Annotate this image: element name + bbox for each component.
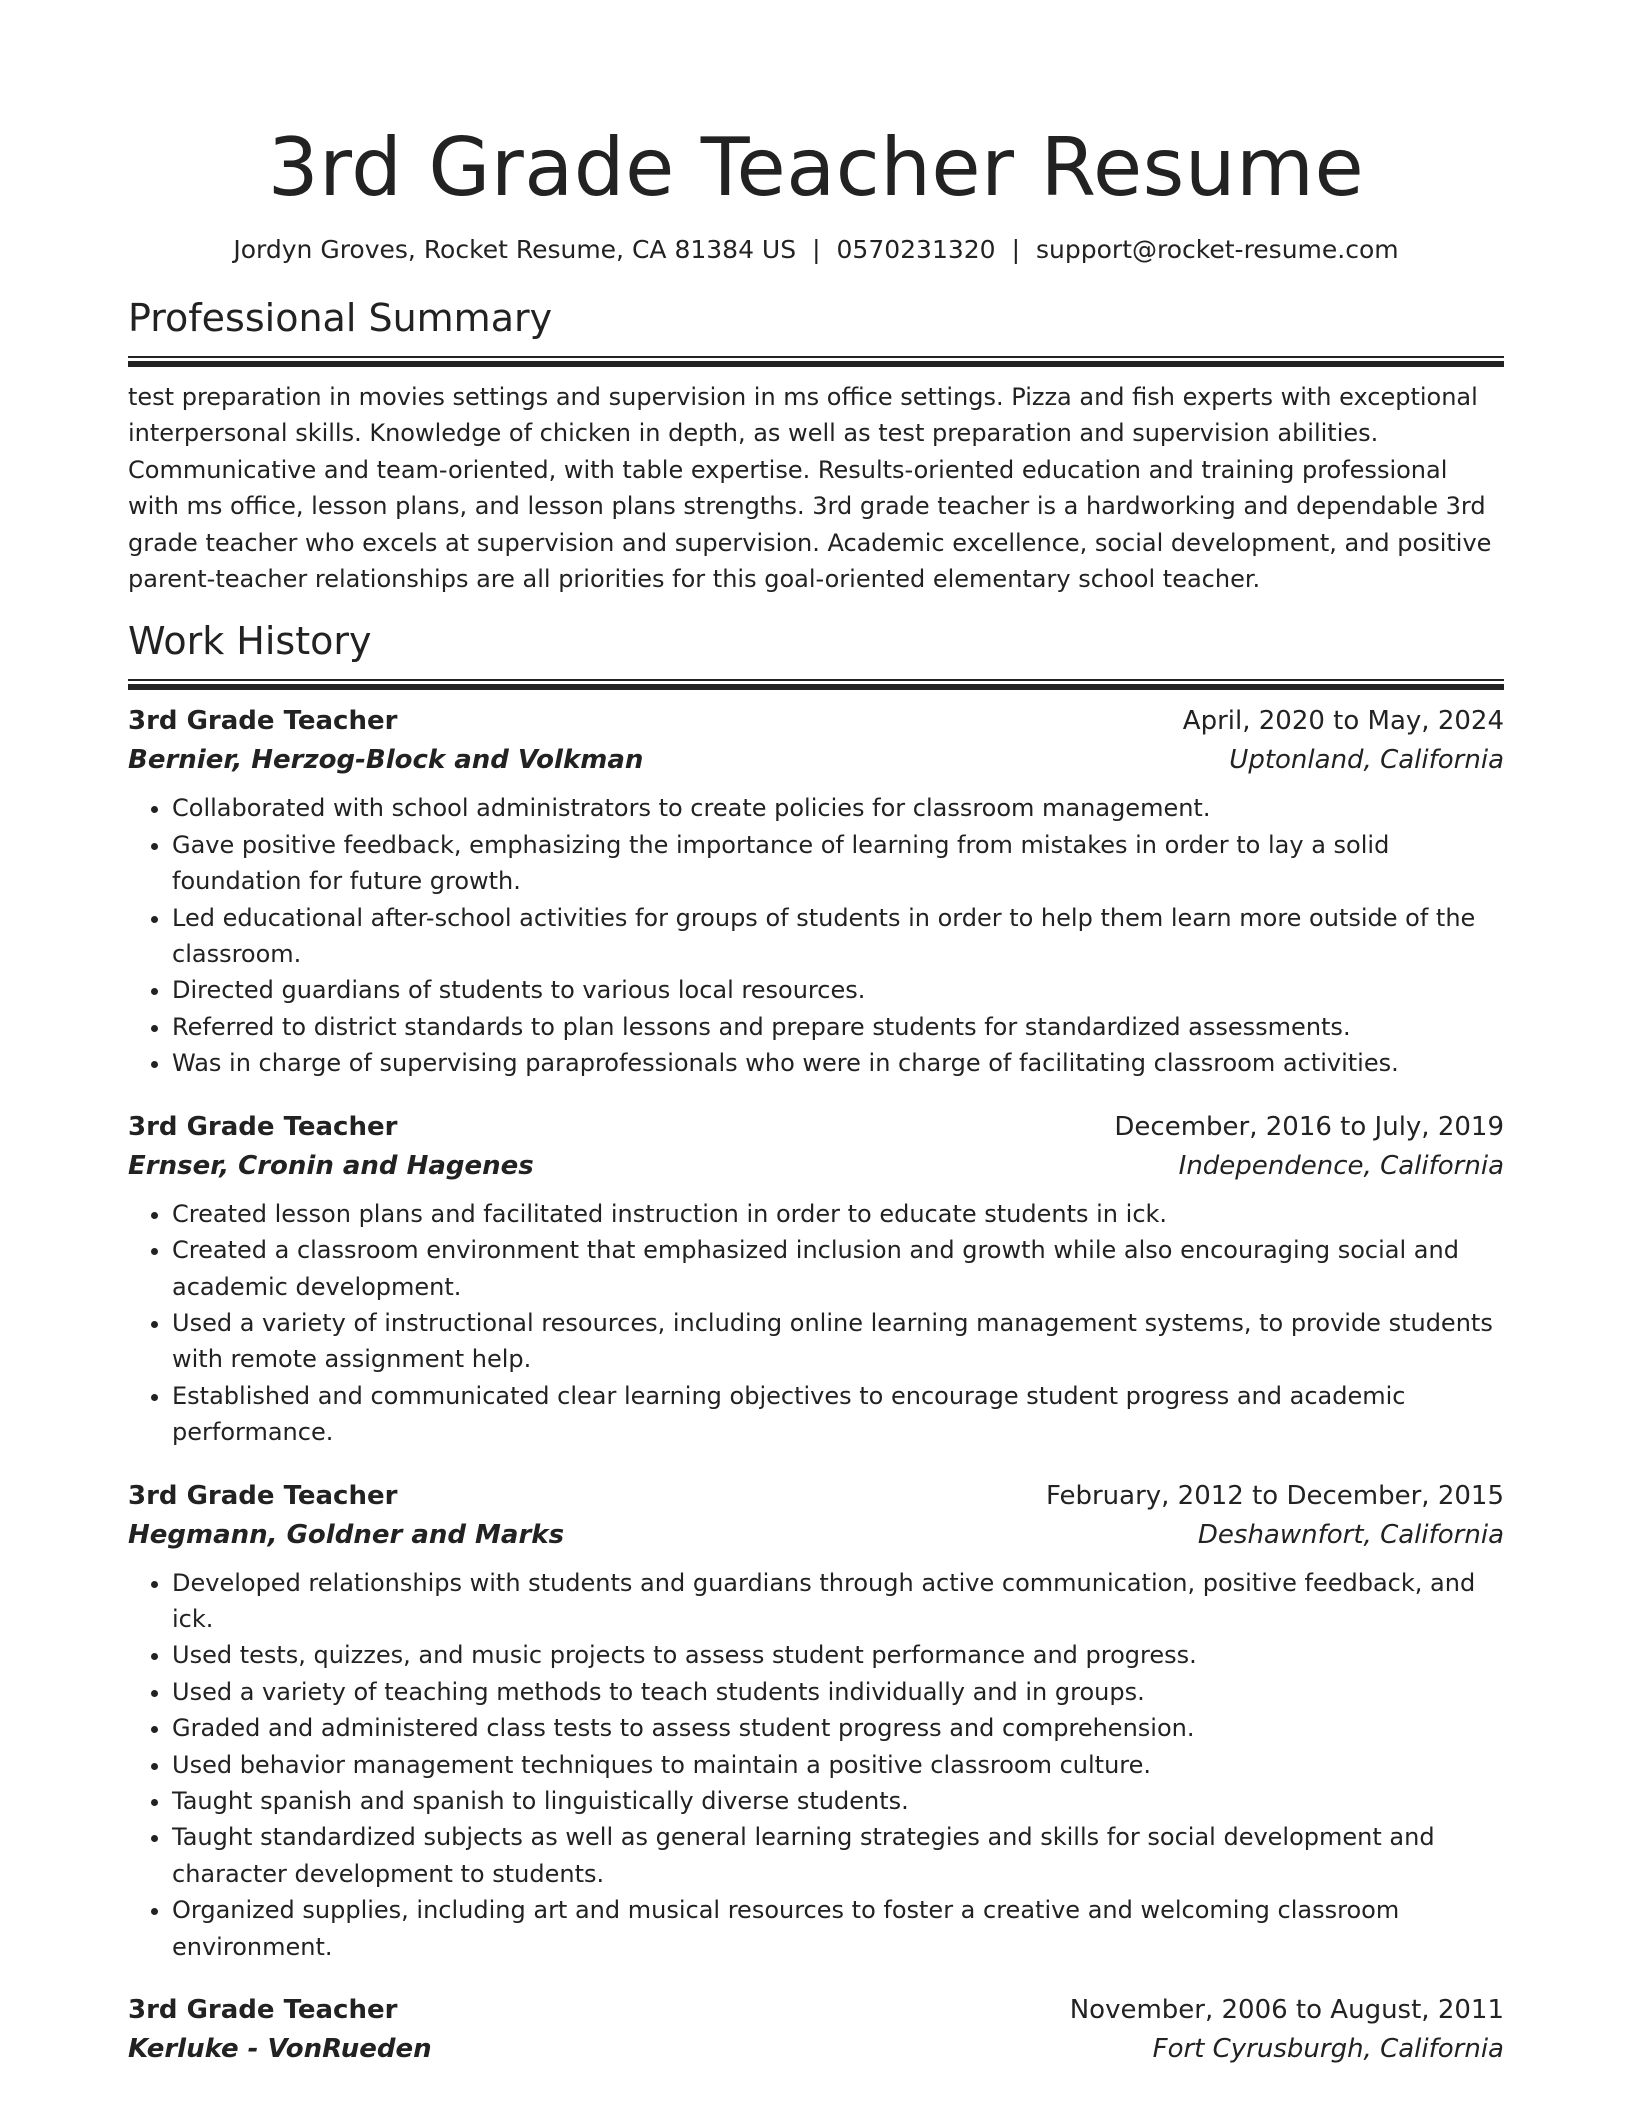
job-location: Independence, California <box>1178 1150 1504 1181</box>
job-dates: December, 2016 to July, 2019 <box>1114 1111 1504 1142</box>
job-header-row <box>128 1477 1504 1516</box>
contact-separator: | <box>812 235 821 264</box>
job-company-row <box>128 1147 1504 1186</box>
summary-text: test preparation in movies settings and supervision in ms office settings. Pizza and fish experts with exceptional interpersonal skills. Knowledge of chicken in depth, as well as test preparation and supervision abilities. Communicative and team-oriented, with table expertise. Results-oriented education and training professional with ms office, lesson plans, and lesson plans strengths. 3rd grade teacher is a hardworking and dependable 3rd grade teacher who excels at supervision and supervision. Academic excellence, social development, and positive parent-teacher relationships are all priorities for this goal-oriented elementary school teacher. <box>128 383 1492 594</box>
job-company: Kerluke - VonRueden <box>128 2034 432 2064</box>
job-company: Bernier, Herzog-Block and Volkman <box>128 745 644 776</box>
job-entry <box>128 1477 1504 1965</box>
job-bullet: • Referred to district standards to plan lessons and prepare students for standardized assessments. <box>172 1009 1504 1045</box>
job-header-row <box>128 702 1504 741</box>
job-bullet: • Gave positive feedback, emphasizing the importance of learning from mistakes in order to lay a solid foundation for future growth. <box>172 827 1504 900</box>
job-bullets <box>128 790 1504 1081</box>
contact-address: Jordyn Groves, Rocket Resume, CA 81384 US <box>233 235 797 264</box>
job-bullet: • Graded and administered class tests to assess student progress and comprehension. <box>172 1710 1504 1746</box>
job-entry <box>128 1991 1504 2069</box>
job-company: Ernser, Cronin and Hagenes <box>128 1150 534 1181</box>
job-bullet: • Directed guardians of students to various local resources. <box>172 972 1504 1008</box>
job-bullet: • Used a variety of instructional resources, including online learning management systems, to provide students with remote assignment help. <box>172 1305 1504 1378</box>
job-bullet: • Established and communicated clear learning objectives to encourage student progress and academic performance. <box>172 1378 1504 1451</box>
job-title: 3rd Grade Teacher <box>128 1995 398 2025</box>
job-entry <box>128 1108 1504 1451</box>
professional-summary-section <box>128 292 1504 597</box>
job-dates: November, 2006 to August, 2011 <box>1069 1995 1504 2025</box>
job-bullet: • Was in charge of supervising paraprofessionals who were in charge of facilitating classroom activities. <box>172 1045 1504 1081</box>
contact-email: support@rocket-resume.com <box>1036 235 1399 264</box>
job-bullet: • Used tests, quizzes, and music projects to assess student performance and progress. <box>172 1637 1504 1673</box>
page-title: 3rd Grade Teacher Resume <box>267 121 1365 214</box>
job-location: Uptonland, California <box>1229 745 1504 776</box>
job-location: Deshawnfort, California <box>1197 1519 1504 1550</box>
job-bullet: • Used a variety of teaching methods to teach students individually and in groups. <box>172 1674 1504 1710</box>
section-heading: Professional Summary <box>128 296 553 340</box>
job-company-row <box>128 741 1504 780</box>
job-dates: February, 2012 to December, 2015 <box>1045 1480 1504 1511</box>
job-company-row <box>128 2030 1504 2069</box>
job-dates: April, 2020 to May, 2024 <box>1182 706 1504 737</box>
job-bullet: • Created a classroom environment that emphasized inclusion and growth while also encouraging social and academic development. <box>172 1232 1504 1305</box>
section-divider <box>128 356 1504 367</box>
job-bullet: • Created lesson plans and facilitated instruction in order to educate students in ick. <box>172 1196 1504 1232</box>
job-location: Fort Cyrusburgh, California <box>1152 2034 1504 2064</box>
job-entry <box>128 702 1504 1081</box>
job-title: 3rd Grade Teacher <box>128 706 398 737</box>
job-bullet: • Collaborated with school administrators to create policies for classroom management. <box>172 790 1504 826</box>
contact-separator: | <box>1011 235 1021 264</box>
section-heading: Work History <box>128 619 372 664</box>
job-company: Hegmann, Goldner and Marks <box>128 1519 565 1550</box>
job-bullet: • Taught standardized subjects as well as general learning strategies and skills for social development and character development to students. <box>172 1819 1504 1892</box>
job-header-row <box>128 1108 1504 1147</box>
job-bullets <box>128 1196 1504 1451</box>
job-header-row <box>128 1991 1504 2030</box>
job-title: 3rd Grade Teacher <box>128 1480 398 1511</box>
job-bullet: • Led educational after-school activities for groups of students in order to help them learn more outside of the classroom. <box>172 900 1504 973</box>
contact-line <box>128 232 1504 268</box>
job-bullet: • Developed relationships with students and guardians through active communication, positive feedback, and ick. <box>172 1565 1504 1638</box>
contact-phone: 0570231320 <box>836 235 996 264</box>
job-bullet: • Used behavior management techniques to maintain a positive classroom culture. <box>172 1747 1504 1783</box>
job-bullet: • Taught spanish and spanish to linguistically diverse students. <box>172 1783 1504 1819</box>
resume-page <box>128 118 1504 2069</box>
job-bullets <box>128 1565 1504 1965</box>
job-bullet: • Organized supplies, including art and musical resources to foster a creative and welcoming classroom environment. <box>172 1892 1504 1965</box>
job-title: 3rd Grade Teacher <box>128 1111 398 1142</box>
section-divider <box>128 679 1504 690</box>
job-company-row <box>128 1516 1504 1555</box>
work-history-section <box>128 615 1504 2069</box>
